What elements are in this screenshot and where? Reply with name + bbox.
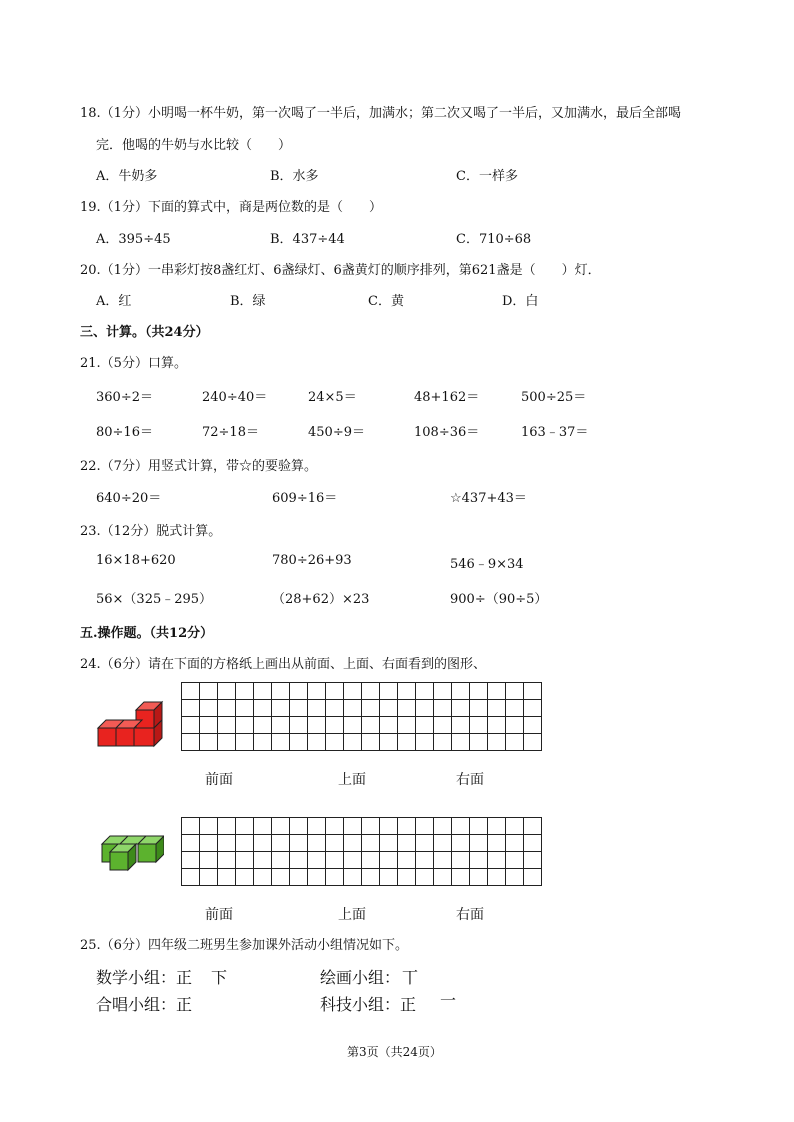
q19-option-a: A．395÷45 bbox=[96, 232, 171, 247]
q20-text: 20.（1分）一串彩灯按8盏红灯、6盏绿灯、6盏黄灯的顺序排列，第621盏是（ ）灯． bbox=[80, 263, 601, 278]
q21-item: 500÷25＝ bbox=[521, 390, 587, 405]
grid-paper-2[interactable] bbox=[181, 817, 542, 886]
section-3-heading: 三、计算。（共24分） bbox=[80, 325, 209, 340]
q25-text: 25.（6分）四年级二班男生参加课外活动小组情况如下。 bbox=[80, 938, 408, 953]
q23-text: 23.（12分）脱式计算。 bbox=[80, 524, 222, 539]
q22-item: 640÷20＝ bbox=[96, 491, 162, 506]
q19-option-c: C．710÷68 bbox=[456, 232, 532, 247]
green-cubes-figure bbox=[92, 830, 164, 872]
tally-math-extra: 下 bbox=[211, 968, 228, 987]
q18-line2: 完．他喝的牛奶与水比较（ ） bbox=[96, 138, 292, 153]
grid-paper-1[interactable] bbox=[181, 682, 542, 751]
q21-item: 240÷40＝ bbox=[202, 390, 268, 405]
view-label-front: 前面 bbox=[205, 907, 233, 923]
q21-item: 72÷18＝ bbox=[202, 425, 259, 440]
view-label-front: 前面 bbox=[205, 772, 233, 788]
tally-drawing-extra: 丅 bbox=[402, 968, 419, 987]
page-footer: 第3页（共24页） bbox=[347, 1045, 442, 1059]
tally-tech-extra: 一 bbox=[440, 991, 457, 1010]
tally-choir-group: 合唱小组：正 bbox=[96, 995, 193, 1014]
q23-item: （28+62）×23 bbox=[272, 592, 370, 607]
q18-line1: 18.（1分）小明喝一杯牛奶，第一次喝了一半后，加满水；第二次又喝了一半后，又加满水，最后全部喝 bbox=[80, 106, 681, 121]
q23-item: 546﹣9×34 bbox=[450, 557, 524, 572]
q21-item: 360÷2＝ bbox=[96, 390, 153, 405]
q20-option-a: A．红 bbox=[96, 294, 132, 309]
q19-option-b: B．437÷44 bbox=[270, 232, 345, 247]
q24-text: 24.（6分）请在下面的方格纸上画出从前面、上面、右面看到的图形、 bbox=[80, 657, 486, 672]
view-label-right: 右面 bbox=[456, 772, 484, 788]
q18-option-c: C．一样多 bbox=[456, 169, 518, 184]
q21-item: 108÷36＝ bbox=[414, 425, 480, 440]
q21-item: 163﹣37＝ bbox=[521, 425, 589, 440]
q21-item: 450÷9＝ bbox=[308, 425, 365, 440]
red-cubes-figure bbox=[96, 696, 166, 748]
view-label-right: 右面 bbox=[456, 907, 484, 923]
view-label-top: 上面 bbox=[338, 772, 366, 788]
q23-item: 56×（325﹣295） bbox=[96, 592, 213, 607]
q18-option-b: B．水多 bbox=[270, 169, 319, 184]
q22-item: ☆437+43＝ bbox=[450, 491, 527, 506]
q21-text: 21.（5分）口算。 bbox=[80, 356, 187, 371]
q22-item: 609÷16＝ bbox=[272, 491, 338, 506]
q23-item: 16×18+620 bbox=[96, 553, 176, 568]
q20-option-d: D．白 bbox=[502, 294, 539, 309]
q21-item: 80÷16＝ bbox=[96, 425, 153, 440]
q23-item: 780÷26+93 bbox=[272, 553, 352, 568]
section-5-heading: 五.操作题。（共12分） bbox=[80, 626, 214, 641]
q21-item: 24×5＝ bbox=[308, 390, 357, 405]
tally-tech-group: 科技小组：正 bbox=[320, 995, 417, 1014]
q23-item: 900÷（90÷5） bbox=[450, 592, 548, 607]
q20-option-b: B．绿 bbox=[230, 294, 266, 309]
q18-option-a: A．牛奶多 bbox=[96, 169, 158, 184]
q21-item: 48+162＝ bbox=[414, 390, 480, 405]
view-label-top: 上面 bbox=[338, 907, 366, 923]
q22-text: 22.（7分）用竖式计算，带☆的要验算。 bbox=[80, 459, 317, 474]
q20-option-c: C．黄 bbox=[368, 294, 404, 309]
tally-math-group: 数学小组：正 bbox=[96, 968, 193, 987]
q19-text: 19.（1分）下面的算式中，商是两位数的是（ ） bbox=[80, 200, 382, 215]
tally-drawing-group: 绘画小组： bbox=[320, 968, 401, 987]
